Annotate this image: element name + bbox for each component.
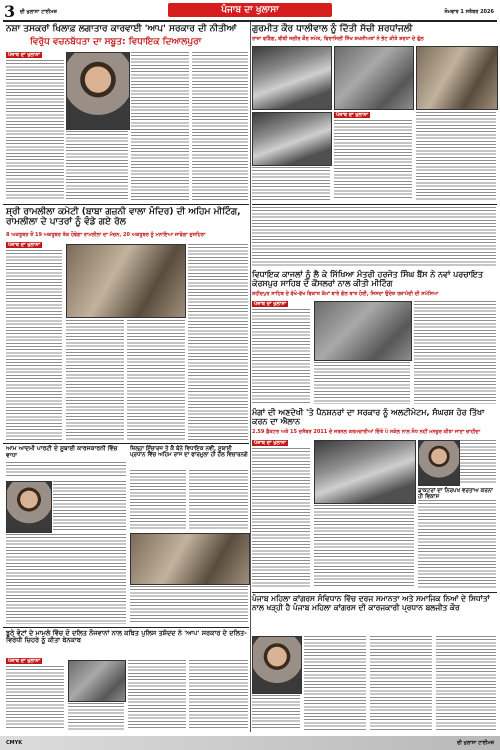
story-9-body-3 [436,636,496,730]
story-4-body [252,309,310,404]
story-8-body-4 [189,660,248,730]
story-7-body-2 [6,534,126,624]
story-3-body-2 [66,320,124,440]
story-6-body-2 [189,470,248,530]
story-7-headline: ਆਮ ਆਦਮੀ ਪਾਰਟੀ ਦੇ ਸੂਬਾਈ ਕਾਰਜਕਾਰਨੀ ਵਿੱਚ ਵਾਧਾ [6,445,118,459]
story-9-headline: ਪੰਜਾਬ ਮਹਿਲਾ ਕਾਂਗਰਸ ਸੰਵਿਧਾਨ ਵਿੱਚ ਦਰਜ ਸਮਾਨਤਾ ਅਤੇ ਸਮਾਜਿਕ ਨਿਆਂ ਦੇ ਸਿਧਾਂਤਾਂ ਨਾਲ ਖੜ੍ਹੀ ਹੈ ਪੰਜਾਬ ਮਹਿਲਾ ਕਾਂਗਰਸ ਦੀ ਕਾਰਜਕਾਰੀ ਪ੍ਰਧਾਨ ਬਲਜੀਤ ਕੌਰ [252,594,490,612]
story-3-body-3 [127,320,185,440]
story-5-subhead: 2.59 ਫ਼ੈਕਟਰ ਅਤੇ 15 ਦਸੰਬਰ 2011 ਦੇ ਜਰਨਲ ਕਰਮਚਾਰੀਆਂ ਦਿੱਤੇ ਪੇ ਸਕੇਲ ਨਾਲ ਸੋਧ ਨਹੀਂ ਮਨਜ਼ੂਰ ਕੀਤਾ ਜਾਣਾ ਚਾਹੀਦਾ [252,429,481,435]
story-8-byline: ਪੰਜਾਬ ਦਾ ਖੁਲਾਸਾ [8,658,41,664]
footer-left: CMYK [6,740,23,746]
story-9-body-2 [370,636,432,730]
story-5-body [252,448,310,588]
story-5-headline: ਮੰਗਾਂ ਦੀ ਅਣਦੇਖੀ 'ਤੇ ਪੈਨਸ਼ਨਰਾਂ ਦਾ ਸਰਕਾਰ ਨੂੰ ਅਲਟੀਮੇਟਮ, ਸੰਘਰਸ਼ ਹੋਰ ਤਿੱਖਾ ਕਰਨ ਦਾ ਐਲਾਨ [252,408,485,427]
story-2-body [334,120,412,200]
story-4-body-2 [314,362,410,404]
rule-6 [3,443,249,444]
story-5-portrait [418,440,460,486]
story-1-body-4 [192,52,248,201]
story-1-body-2 [66,131,128,201]
rule-4 [252,204,497,205]
edition-label: ਦੀ ਖੁਲਾਸਾ ਟਾਈਮਜ਼ [20,9,57,15]
story-2-photo-4 [252,112,332,166]
story-8-headline: ਝੂਠੇ ਵੋਟਾਂ ਦੇ ਮਾਮਲੇ ਵਿੱਚ ਦੋ ਦਲਿਤ ਨੌਜਵਾਨਾਂ ਨਾਲ ਕਥਿਤ ਪੁਲਿਸ ਤਸ਼ੱਦਦ ਨੇ 'ਆਪ' ਸਰਕਾਰ ਦੇ ਦਲਿਤ-ਵਿਰੋਧੀ ਚਿਹਰੇ ਨੂੰ ਕੀਤਾ ਬੇਨਕਾਬ [6,629,247,645]
story-1-body [6,60,64,200]
story-4-body-3 [414,301,496,404]
story-5-byline: ਪੰਜਾਬ ਦਾ ਖੁਲਾਸਾ [254,440,287,446]
story-2-body-2 [416,112,496,200]
column-divider [250,22,251,732]
story-6-body-3 [130,586,248,624]
story-1-subhead: ਵਿਰੁੱਧ ਵਚਨਬੱਧਤਾ ਦਾ ਸਬੂਤ: ਵਿਧਾਇਕ ਦਿਆਲਪੁਰਾ [30,37,202,47]
story-2-photo-2 [334,46,414,110]
story-4-byline: ਪੰਜਾਬ ਦਾ ਖੁਲਾਸਾ [254,301,287,307]
story-7-portrait [6,481,52,533]
story-9-body-4 [252,695,300,730]
issue-date: ਸੋਮਵਾਰ 1 ਸਤੰਬਰ 2026 [444,9,494,15]
story-8-photo [68,660,126,702]
story-3-byline: ਪੰਜਾਬ ਦਾ ਖੁਲਾਸਾ [8,242,41,248]
story-10-body [418,500,496,588]
story-7-body [53,481,126,531]
story-3-photo [66,244,186,318]
story-2-subhead: ਰਾਜਾ ਵੜਿੰਗ, ਬੀਬੀ ਜਗੀਰ ਕੌਰ ਸਮੇਤ, ਵਿਰਾਜਿਲੀਂ ਸਿੱਖ ਸ਼ਖਸੀਅਤਾਂ ਨੇ ਭੇਟ ਕੀਤੇ ਸ਼ਰਧਾ ਦੇ ਫੁੱਲ [252,36,424,42]
masthead: ਪੰਜਾਬ ਦਾ ਖੁਲਾਸਾ [168,3,332,17]
story-6-headline: ਜ਼ਿਲ੍ਹਾ ਇੰਚਾਰਜ ਤੇ ਕੈ ਬੰਨੇ ਵਿਧਾਇਕ ਨਵੀਂ, ਸੂਬਾਈ ਪ੍ਰਧਾਨ ਵਿੱਚ ਅਹਿਮ ਰਾਜ ਦਾ ਫਾਰਮੂਲਾ ਹੀ ਹੱਲ ਵਿਚਾਰਨਗੇ [130,446,248,459]
story-3-headline: ਸ਼੍ਰੀ ਰਾਮਲੀਲਾ ਕਮੇਟੀ (ਬਾਬਾ ਗਜ਼ਨੀ ਵਾਲਾ ਮੰਦਿਰ) ਦੀ ਅਹਿਮ ਮੀਟਿੰਗ, ਰਾਮਲੀਲਾ ਦੇ ਪਾਤਰਾਂ ਨੂੰ ਵੰਡੇ ਗਏ ਰੋਲ [6,207,241,228]
story-6-photo [130,533,250,585]
story-4-subhead: ਸ਼ਹੀਦਪੁਰ ਸਾਹਿਬ ਦੇ ਵੱਖੋ-ਵੱਖ ਵਿਕਾਸ ਕੰਮਾਂ ਬਾਰੇ ਗੱਲ ਬਾਤ ਹੋਈ, ਜਿਸਦਾ ਉਦੇਸ਼ ਰਜ਼ਾਮੰਦੀ ਦੀ ਸਮੱਸਿਆ [252,291,439,297]
story-2-headline: ਗੁਰਮੀਤ ਕੌਰ ਧਾਲੀਵਾਲ ਨੂੰ ਦਿੱਤੀ ਸੱਚੀ ਸ਼ਰਧਾਂਜਲੀ [252,24,413,34]
story-2-photo-3 [416,46,498,110]
story-8-body [6,666,64,730]
story-5-photo [314,440,416,504]
rule-9 [252,592,497,593]
story-1-headline: ਨਸ਼ਾ ਤਸਕਰਾਂ ਖਿਲਾਫ਼ ਲਗਾਤਾਰ ਕਾਰਵਾਈ 'ਆਪ' ਸਰਕਾਰ ਦੀ ਨੀਤੀਆਂ [6,24,237,34]
footer-right: ਦੀ ਖੁਲਾਸਾ ਟਾਈਮਜ਼ [457,740,494,746]
story-1-byline: ਪੰਜਾਬ ਦਾ ਖੁਲਾਸਾ [8,52,41,58]
story-10-headline: ਡਾਕਟਰਾਂ ਦਾ ਨਿਰਪਖ ਵਰਤਾਅ ਕਰਨਾ ਹੀ ਵਿਕਾਸ [418,488,493,501]
story-9-body [304,636,366,730]
story-2-photo-1 [252,46,332,110]
rule-8 [3,627,249,628]
story-3-subhead: 8 ਅਕਤੂਬਰ ਤੋਂ 19 ਅਕਤੂਬਰ ਤੱਕ ਹੋਵੇਗਾ ਰਾਮਲੀਲਾ ਦਾ ਮੰਚਨ, 20 ਅਕਤੂਬਰ ਨੂੰ ਮਨਾਇਆ ਜਾਵੇਗਾ ਦੁਸਹਿਰਾ [6,232,206,238]
story-2-body-3 [252,167,330,200]
story-6-body [130,470,186,530]
story-5-body-3 [460,440,496,484]
story-7-intro [6,462,126,478]
story-2-byline: ਪੰਜਾਬ ਦਾ ਖੁਲਾਸਾ [336,112,369,118]
story-3-body-4 [188,244,248,440]
story-1-portrait [66,52,130,130]
rule-3 [3,204,249,205]
story-4-photo [314,301,412,361]
story-8-body-2 [68,703,124,730]
story-1-body-3 [131,52,189,201]
story-8-body-3 [128,660,186,730]
story-3-body [6,250,62,440]
story-5-body-2 [314,505,414,588]
story-2-continuation [252,207,496,267]
story-4-headline: ਵਿਧਾਇਕ ਕਾਜਲਾਂ ਨੂੰ ਲੈ ਕੇ ਸਿੱਖਿਆ ਮੰਤਰੀ ਹਰਜੋਤ ਸਿੰਘ ਬੈਂਸ ਨੇ ਨਵਾਂ ਪਰਚਾਇਤ ਕੋਰਸਪੁਰ ਸਾਹਿਬ ਦੇ ਕੌਂਸਲਰਾਂ ਨਾਲ ਕੀਤੀ ਮੀਟਿੰਗ [252,270,483,289]
page-number: 3 [4,2,16,21]
story-9-portrait [252,636,302,694]
